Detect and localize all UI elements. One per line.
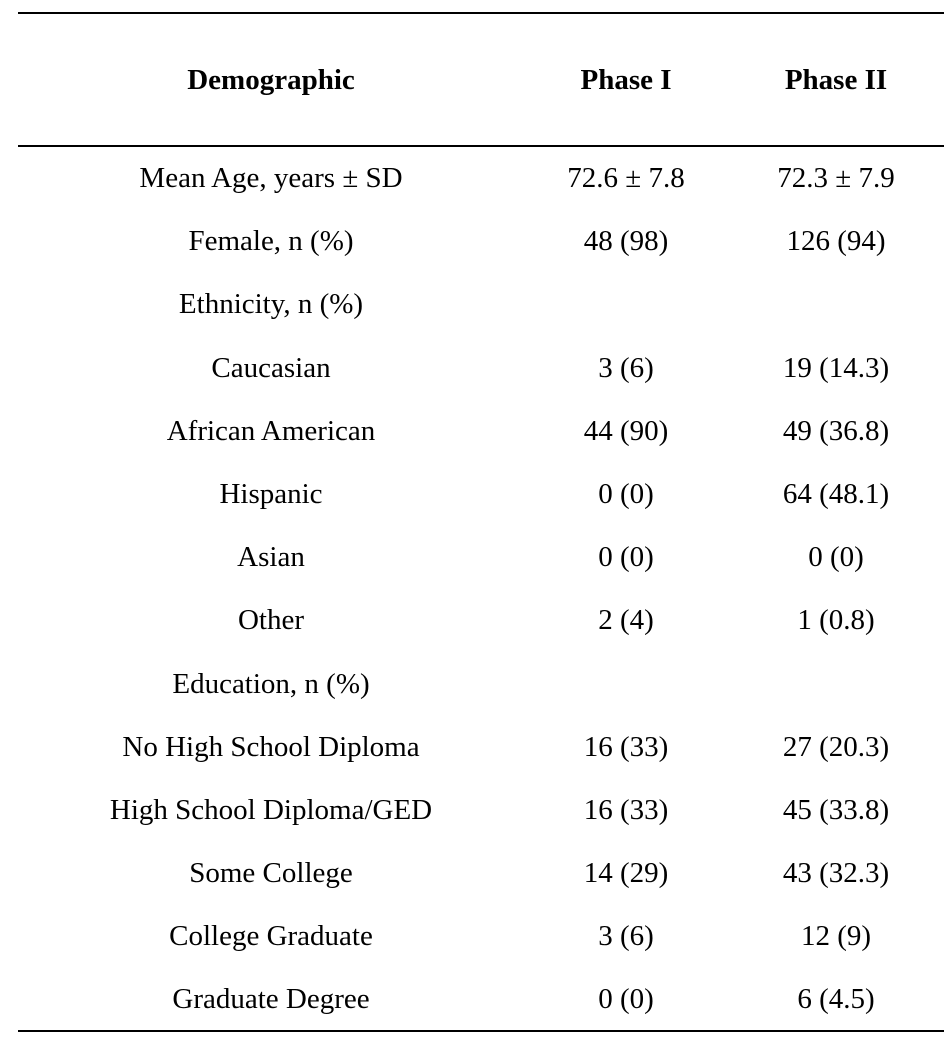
- section-label: Education, n (%): [172, 667, 370, 700]
- row-phase-2-value: 19 (14.3): [782, 351, 890, 384]
- row-label: High School Diploma/GED: [109, 793, 433, 826]
- row-phase-1-value: 72.6 ± 7.8: [567, 162, 685, 194]
- row-label: No High School Diploma: [122, 730, 420, 763]
- row-label: Female, n (%): [188, 225, 354, 258]
- row-phase-2-value: 64 (48.1): [782, 477, 890, 510]
- row-phase-2-value: 6 (4.5): [797, 983, 875, 1016]
- row-phase-1-value: 16 (33): [583, 730, 669, 763]
- table-header-row: [0, 62, 950, 102]
- table-section-row: [0, 286, 950, 349]
- row-phase-1-value: 48 (98): [583, 225, 669, 258]
- header-phase-2: Phase II: [784, 64, 888, 96]
- row-label: Caucasian: [211, 351, 331, 384]
- table-row: [0, 413, 950, 476]
- table-section-row: [0, 666, 950, 729]
- row-phase-2-value: 1 (0.8): [797, 604, 875, 637]
- table-row: [0, 729, 950, 792]
- row-phase-2-value: 27 (20.3): [782, 730, 890, 763]
- row-label: African American: [166, 414, 376, 447]
- table-row: [0, 918, 950, 981]
- row-label: Some College: [189, 857, 353, 890]
- header-phase-1: Phase I: [580, 64, 672, 96]
- row-label: Other: [237, 604, 305, 637]
- table-body: [0, 160, 950, 1045]
- row-phase-1-value: 0 (0): [598, 477, 654, 510]
- header-demographic: Demographic: [187, 64, 355, 96]
- row-phase-1-value: 2 (4): [598, 604, 654, 637]
- row-label: College Graduate: [169, 920, 373, 953]
- row-phase-1-value: 16 (33): [583, 793, 669, 826]
- table-row: [0, 350, 950, 413]
- table-row: [0, 602, 950, 665]
- row-phase-1-value: 44 (90): [583, 414, 669, 447]
- row-label: Mean Age, years ± SD: [139, 162, 403, 194]
- row-label: Asian: [237, 541, 305, 574]
- table-row: [0, 981, 950, 1044]
- table-row: [0, 855, 950, 918]
- section-label: Ethnicity, n (%): [178, 288, 364, 321]
- row-label: Hispanic: [219, 477, 323, 510]
- row-phase-2-value: 45 (33.8): [782, 793, 890, 826]
- row-phase-2-value: 43 (32.3): [782, 857, 890, 890]
- row-phase-1-value: 14 (29): [583, 857, 669, 890]
- row-phase-1-value: 3 (6): [598, 351, 654, 384]
- row-phase-2-value: 49 (36.8): [782, 414, 890, 447]
- row-phase-2-value: 72.3 ± 7.9: [777, 162, 895, 194]
- table-top-rule: [18, 12, 944, 14]
- row-phase-2-value: 0 (0): [808, 541, 864, 574]
- table-row: [0, 160, 950, 223]
- row-phase-1-value: 0 (0): [598, 541, 654, 574]
- table-bottom-rule: [18, 1030, 944, 1032]
- table-row: [0, 539, 950, 602]
- row-phase-2-value: 126 (94): [786, 225, 886, 258]
- table-row: [0, 223, 950, 286]
- table-header-rule: [18, 145, 944, 147]
- row-phase-2-value: 12 (9): [800, 920, 872, 953]
- table-row: [0, 476, 950, 539]
- row-phase-1-value: 0 (0): [598, 983, 654, 1016]
- table-row: [0, 792, 950, 855]
- row-phase-1-value: 3 (6): [598, 920, 654, 953]
- row-label: Graduate Degree: [172, 983, 370, 1016]
